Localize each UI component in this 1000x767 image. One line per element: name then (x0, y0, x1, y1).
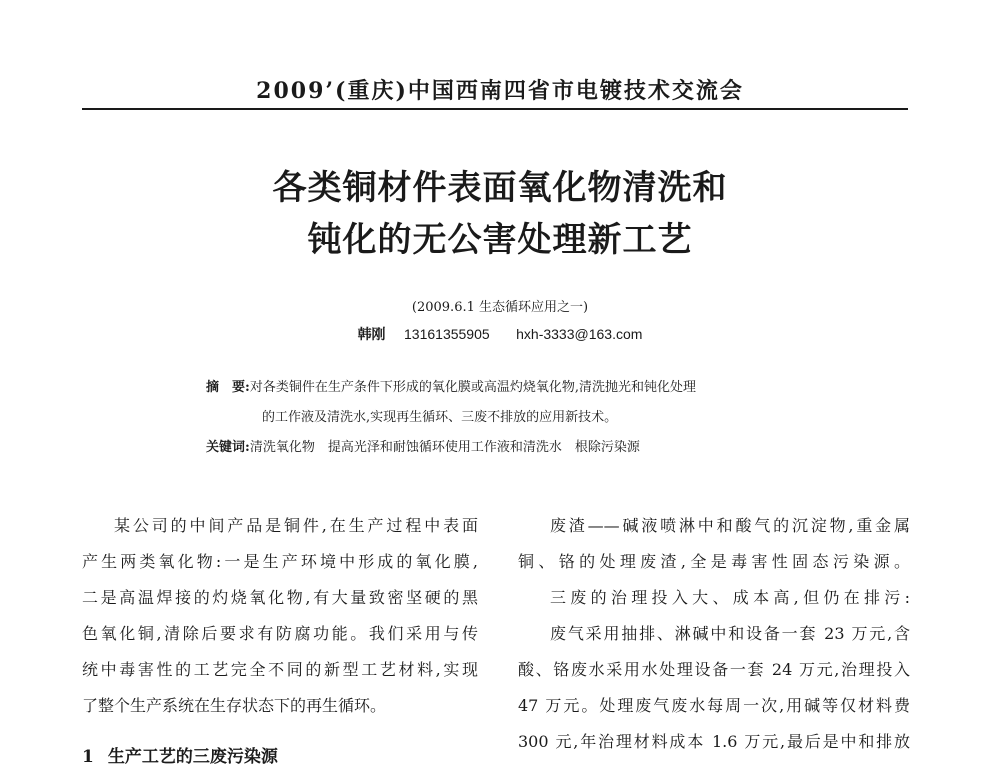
abstract-line-1: 对各类铜件在生产条件下形成的氧化膜或高温灼烧氧化物,清洗抛光和钝化处理 (249, 380, 696, 395)
paper-subtitle: (2009.6.1 生态循环应用之一) (411, 300, 589, 315)
right-line-3: 三废的治理投入大、成本高,但仍在排污: (550, 588, 910, 607)
conference-header: 2009’(重庆)中国西南四省市电镀技术交流会 (256, 78, 744, 104)
paper-title-line-2: 钝化的无公害处理新工艺 (307, 220, 693, 260)
right-line-7: 300 元,年治理材料成本 1.6 万元,最后是中和排放 (518, 732, 910, 751)
abstract (206, 376, 696, 395)
left-line-1: 某公司的中间产品是铜件,在生产过程中表面 (114, 516, 478, 535)
abstract-continuation (262, 406, 617, 425)
right-line-6: 47 万元。处理废气废水每周一次,用碱等仅材料费 (518, 696, 910, 715)
right-line-2: 铜、铬的处理废渣,全是毒害性固态污染源。 (518, 552, 910, 571)
left-line-6: 了整个生产系统在生存状态下的再生循环。 (82, 696, 387, 715)
header-rule (82, 108, 908, 110)
keywords-text: 清洗氧化物 提高光泽和耐蚀循环使用工作液和清洗水 根除污染源 (249, 440, 640, 455)
section-heading (82, 742, 278, 767)
abstract-line-2: 的工作液及清洗水,实现再生循环、三废不排放的应用新技术。 (262, 410, 618, 425)
right-line-4: 废气采用抽排、淋碱中和设备一套 23 万元,含 (550, 624, 910, 643)
author-line (0, 324, 1000, 344)
left-column (82, 508, 478, 724)
author-phone: 13161355905 (404, 326, 490, 342)
paper-title-line-1: 各类铜材件表面氧化物清洗和 (272, 168, 728, 208)
right-line-1: 废渣——碱液喷淋中和酸气的沉淀物,重金属 (550, 516, 910, 535)
abstract-label: 摘 要: (206, 380, 250, 395)
author-name: 韩刚 (357, 327, 386, 343)
section-title: 生产工艺的三废污染源 (107, 747, 278, 767)
left-line-4: 色氧化铜,清除后要求有防腐功能。我们采用与传 (82, 624, 478, 643)
keywords (206, 436, 640, 455)
right-column (518, 508, 910, 760)
left-line-2: 产生两类氧化物:一是生产环境中形成的氧化膜, (82, 552, 478, 571)
left-line-3: 二是高温焊接的灼烧氧化物,有大量致密坚硬的黑 (82, 588, 478, 607)
right-line-5: 酸、铬废水采用水处理设备一套 24 万元,治理投入 (518, 660, 910, 679)
keywords-label: 关键词: (206, 440, 250, 455)
section-number: 1 (82, 747, 94, 767)
left-line-5: 统中毒害性的工艺完全不同的新型工艺材料,实现 (82, 660, 478, 679)
author-email: hxh-3333@163.com (516, 326, 643, 342)
